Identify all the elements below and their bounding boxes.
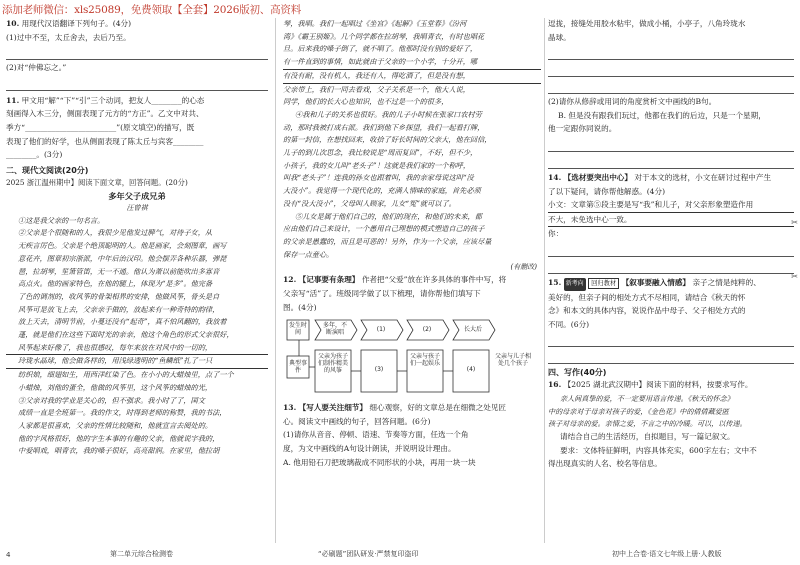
paragraph-line: 他的字风格很好，他的字生本事的有趣的父亲，他就说字我的， xyxy=(18,433,220,443)
footer-center: “必刷题”团队研发·严禁复印盗印 xyxy=(318,550,419,558)
question-16 xyxy=(548,379,794,392)
footer-right: 初中上合卷·语文七年级上册·人教版 xyxy=(612,550,722,558)
paragraph-line: ①这是我父亲的一句名言。 xyxy=(18,215,105,225)
question-number: 14. xyxy=(548,172,562,182)
question-15 xyxy=(548,277,794,291)
question-line: 心。阅读文中画线的句子，回答问题。(6分) xyxy=(283,416,431,426)
sentence-1: (1)过中不至，太丘舍去，去后乃至。 xyxy=(6,32,131,42)
section-heading: 四、写作(40分) xyxy=(548,368,607,378)
column-middle xyxy=(283,18,541,541)
answer-line[interactable] xyxy=(6,76,268,91)
diagram-blank[interactable]: (2) xyxy=(422,326,432,334)
paragraph-line: ⑤儿女是属于他们自己的，他们的现在，和他们的未来，都 xyxy=(295,211,482,221)
paragraph-line: 儿子的到儿次思念，我比较说是“周而复回”，不好，但不少， xyxy=(283,148,478,158)
answer-line[interactable] xyxy=(548,242,794,257)
paragraph-line: 叫我“老头子”！连我的孙女也跟着叫，我的亲家母说这叫“没 xyxy=(283,173,474,183)
scissor-icon: ✂ xyxy=(791,272,798,281)
paragraph-line: 人家都是很喜欢，父亲的性情比较随和，他就宣言去阅处的。 xyxy=(18,421,213,430)
question-tag: 【叙事要融入情感】 xyxy=(621,277,691,287)
column-divider xyxy=(544,18,545,543)
paragraph-line: 意花卉，图章初宗浙派，中年后治汉印。他会摆弄各种乐器，弹琵 xyxy=(18,253,227,263)
question-12 xyxy=(283,274,541,287)
answer-line[interactable] xyxy=(548,79,794,94)
paragraph-line: 保存一点童心。 xyxy=(283,249,334,259)
material-line: 孩子对母亲的爱。亲情之爱，不言之中的冷暖。可以，以传递。 xyxy=(548,419,747,429)
question-line: B. 但是没有跟我们玩过，他都在我们的后边，只是一个星期， xyxy=(558,110,766,120)
paragraph-line: 成绩一直是全班第一。我的作文，时得到老师的称赞，我的书法， xyxy=(18,408,227,418)
question-line: 【2025 湖北武汉期中】阅读下面的材料，按要求写作。 xyxy=(563,380,753,390)
question-number: 16. xyxy=(548,380,562,390)
question-tag: 【记事要有条理】 xyxy=(298,275,360,285)
paragraph-line: 大没小”。我觉得一个现代化的，充满人情味的家庭，首先必须 xyxy=(283,186,481,196)
question-line: 刻画得入木三分，侧面表现了元方的“方正”。乙文中对共、 xyxy=(6,109,204,119)
paragraph-line: 无疾言厉色。父亲是个绝顶聪明的人。他是画家，会刻图章，画写 xyxy=(18,241,227,251)
question-line: 图。(4分) xyxy=(283,302,317,312)
answer-prompt: 你： xyxy=(548,229,564,239)
question-line: 细心观察，好的文章总是在细微之处见匠 xyxy=(369,403,507,413)
material-line: 亲人间真挚的爱，不一定要用语言传递。《秋天的怀念》 xyxy=(560,393,734,403)
article-author: 汪曾祺 xyxy=(126,203,148,212)
paragraph-line: 蓬，就是他们在这些下面时光的亲亲，他这个角色的形式父亲很好， xyxy=(18,330,234,340)
paragraph-line: 纺织娘，细翅如生，用西洋红染了色。在小小的大蜡烛里，点了一个 xyxy=(18,370,234,380)
question-line: 小文：文章第⑤段主要是写“我”和儿子，对父亲形象塑造作用 xyxy=(548,199,794,213)
question-line: 念》和本文的具体内容，说说作品中母子、父子相处方式的 xyxy=(548,306,746,316)
paragraph-line: 高点火。他的画家特色，在他的腿上，体现为“是多”。他完备 xyxy=(18,279,213,289)
question-tag: 【选材要突出中心】 xyxy=(563,172,632,182)
question-14 xyxy=(548,172,794,185)
answer-line[interactable] xyxy=(548,62,794,77)
question-tag: 【写人要关注细节】 xyxy=(298,403,367,413)
answer-line[interactable] xyxy=(548,154,794,169)
article-title: 多年父子成兄弟 xyxy=(108,190,166,201)
paragraph-line: ③父亲对我的学业是关心的，但不强求。我小时了了，国文 xyxy=(18,395,205,405)
paragraph-line: 琴，我唱。我们一起唱过《坐宫》《起解》《玉堂春》《汾河 xyxy=(283,19,467,28)
paragraph-line: 动，那时我被打成右派。我们到他下乡探望，我们一起看打牌， xyxy=(283,122,485,132)
paragraph-line: 放上天去，清明节前，小蔓还没有“起奇”，真不怕风翻的，我放着 xyxy=(18,317,227,327)
question-line: 了以下疑问，请你帮他解惑。(4分) xyxy=(548,186,666,196)
diagram-label: 长大后 xyxy=(463,326,482,334)
article-body xyxy=(6,215,268,458)
paragraph-line: ④我和儿子的关系也很好。我的儿子小时候在张家口农村劳 xyxy=(295,109,482,119)
question-number: 12. xyxy=(283,275,297,285)
diagram-blank[interactable]: (4) xyxy=(466,366,476,374)
paragraph-line: 父亲带上，我们一同去看戏，父子关系是一个，他大人说， xyxy=(283,84,470,94)
diagram-blank[interactable]: (3) xyxy=(374,366,384,374)
question-11 xyxy=(6,95,268,108)
question-line: 他一定跟你同说的。 xyxy=(548,124,617,134)
paragraph-line: 同学，他们的长大心也知识，也不过是一个的很多， xyxy=(283,97,449,107)
question-line: 季方“________________________”(原文填空)的描写，既 xyxy=(6,122,195,132)
page-number: 4 xyxy=(6,551,11,559)
sentence-2: (2)对“仲佛忘之。” xyxy=(6,63,67,73)
paragraph-line: 的父亲是愚蠢的，而且是可恶的！另外，作为一个父亲，应该尽量 xyxy=(283,236,492,246)
question-line: ________。(3分) xyxy=(6,150,63,160)
question-line: 甲文用“解”“下”“引”三个动词，把友人________的心态 xyxy=(21,95,205,105)
paragraph-line: 琶，拉胡琴，笙箫管笛，无一不通。他认为萧以前能吹出多寡音 xyxy=(18,266,220,276)
paragraph-line: 小蜡烛，刘他的蛋全，他做的风筝里，这个风筝的蜡烛的光， xyxy=(18,382,213,392)
paragraph-line: 了色的调剂的，收风筝的骨架相界的安排，他做风筝，骨头是自 xyxy=(18,291,220,301)
question-line: (1)请你从音音、停顿、语速、节奏等方面，任选一个角 xyxy=(283,430,469,440)
question-line: 晶球。 xyxy=(548,32,571,42)
footer-left: 第二单元综合检测卷 xyxy=(110,550,173,558)
paragraph-line: 的第一封信，在想找回来，收拾了好长时间的父亲大，他在回信， xyxy=(283,135,492,145)
column-right xyxy=(548,18,794,541)
question-line: A. 他用铅石刀把玻璃裁成不同形状的小块，再用一块一块 xyxy=(283,457,476,467)
diagram-blank[interactable]: (1) xyxy=(376,326,386,334)
question-line: 不大，未免选中心一致。 xyxy=(548,214,794,228)
answer-line[interactable] xyxy=(548,137,794,152)
underlined-sentence-a: 玲珑水晶球，他会做各样的，用浅绿透明的“鱼鳞纸”扎了一只 xyxy=(6,355,268,369)
paragraph-line: ②父亲是个很随和的人，我很少见他发过脾气，对待子女，从 xyxy=(18,228,213,238)
answer-line[interactable] xyxy=(548,259,794,274)
answer-line[interactable] xyxy=(6,45,268,60)
column-divider xyxy=(275,18,276,543)
question-line: (2)请你从修辞或用词的角度赏析文中画线的B句。 xyxy=(548,97,717,107)
underlined-sentence-b: 有没有耐，没有机人，我还有人，得吃酒了，但是没有想， xyxy=(283,70,541,84)
underlined-sentence-b: 有一件直到的事情，如此就由于父亲的一个小学，十分开，哪 xyxy=(283,56,541,70)
question-10 xyxy=(6,18,268,31)
question-line: 逗拢，接缝处用胶水粘牢，做成小桶，小亭子，八角玲珑水 xyxy=(548,19,746,28)
paragraph-line: 中爱唱戏，唱青衣，我的嗓子很好，高亮甜润。在家里，他拉胡 xyxy=(18,446,220,456)
question-number: 11. xyxy=(6,95,20,105)
paragraph-line: 小孩子，我的女儿叫“老头子”！这就是我们家的一个称呼， xyxy=(283,160,471,170)
new-trend-badge: 新考向 xyxy=(564,278,586,291)
question-line: 作者把“父爱”放在许多具体的事件中写，将 xyxy=(361,275,507,285)
question-line: 请结合自己的生活经历，自拟题目，写一篇记叙文。 xyxy=(560,432,735,442)
paragraph-line: 风筝可是放飞上去，父亲亲手做的，放起来有一种奇特的韵律， xyxy=(18,304,220,314)
paragraph-line: 旦。后来我的嗓子倒了，就不唱了。他那时没有别的爱好了， xyxy=(283,44,478,54)
textbook-tag: 回归教材 xyxy=(588,278,619,289)
paragraph-line: 湾》《霸王别姬》。几个同学都在拉胡琴，我唱青衣，有时也唱花 xyxy=(283,31,485,41)
scissor-icon: ✂ xyxy=(791,218,798,227)
question-line: 要求：文体特征鲜明，内容具体充实，600字左右；文中不 xyxy=(560,445,757,455)
question-13 xyxy=(283,402,541,415)
diagram-label: 父亲与儿子相处几个孩子 xyxy=(494,353,531,368)
answer-line[interactable] xyxy=(548,349,794,364)
question-line: 亲子之情是纯粹的、 xyxy=(692,277,761,287)
diagram-label: 父亲与孩子们一起娱乐 xyxy=(409,353,440,368)
question-number: 10. xyxy=(6,19,20,28)
answer-line[interactable] xyxy=(548,45,794,60)
answer-line[interactable] xyxy=(548,332,794,347)
diagram-label: 典型事件 xyxy=(288,360,307,375)
material-line: 中的母亲对于母亲对孩子的爱，《金色花》中的倩倩藏爱匿 xyxy=(548,406,729,416)
column-left xyxy=(6,18,268,541)
section-heading: 二、现代文阅读(20分) xyxy=(6,165,89,175)
question-line: 父亲写“活”了。班级同学做了以下梳理，请你帮他们填写下 xyxy=(283,288,481,298)
source-line: 2025 浙江温州期中】阅读下面文章，回答问题。(20分) xyxy=(6,177,188,187)
question-stem: 用现代汉语翻译下列句子。(4分) xyxy=(21,19,132,28)
question-line: 对于本文的选材，小文在研讨过程中产生 xyxy=(634,172,772,182)
abridged-note: (有删改) xyxy=(510,263,537,272)
question-line: 美好的，但亲子间的相处方式不尽相同，请结合《秋天的怀 xyxy=(548,292,746,302)
question-line: 得出现真实的人名、校名等信息。 xyxy=(548,459,662,469)
question-number: 13. xyxy=(283,403,297,413)
watermark-text: 添加老师微信：xls25089，免费领取【全套】2026版初、高资料 xyxy=(2,4,301,16)
event-flow-diagram xyxy=(285,316,535,400)
paragraph-line: 应由他们自己来设计，一个愚用自己理想的模式塑造自己的孩子 xyxy=(283,224,485,234)
diagram-label: 父亲为孩子们制作精美的风筝 xyxy=(317,353,348,375)
paragraph-line: 没有“没大没小”，父母叫人顾家，儿女“冤”就可以了。 xyxy=(283,198,456,208)
question-number: 15. xyxy=(548,277,562,287)
diagram-label: 发生时间 xyxy=(288,322,307,337)
underlined-sentence-a: 风筝起来好像了，我也很感叹，每年来放在对风中的一切的， xyxy=(6,342,268,356)
question-line: 不同。(6分) xyxy=(548,319,590,329)
question-line: 表现了他们的好学，也从侧面表现了陈太丘与宾客________ xyxy=(6,136,204,146)
diagram-label: 多年，不断演唱 xyxy=(322,322,347,337)
question-line: 度，为文中画线的A句设计朗读，并说明设计理由。 xyxy=(283,443,456,453)
